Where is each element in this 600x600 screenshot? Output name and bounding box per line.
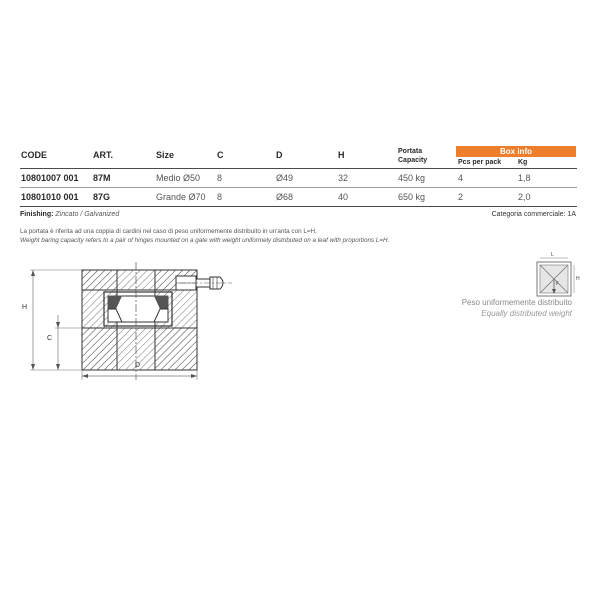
row1-c: 8 — [217, 173, 223, 183]
commercial-category: Categoria commerciale: 1A — [491, 211, 576, 218]
col-header-pcs-per-pack: Pcs per pack — [458, 159, 502, 166]
row1-kg: 1,8 — [518, 173, 531, 183]
note-italian: La portata è riferita ad una coppia di cardini nel caso di peso uniformemente distribuito in un'anta con L=H. — [20, 228, 317, 235]
row1-art: 87M — [93, 173, 111, 183]
finishing-value: Zincato / Galvanized — [55, 211, 120, 218]
note-english: Weight baring capacity refers to a pair of hinges mounted on a gate with weight uniformely distributed on a leaf with proportions L=H. — [20, 237, 390, 244]
dim-h-label: H — [22, 304, 28, 311]
load-label-l: L — [551, 252, 554, 258]
col-header-code: CODE — [21, 150, 48, 160]
load-label-h: H — [576, 276, 580, 282]
row2-h: 40 — [338, 192, 349, 202]
col-header-portata: Portata — [398, 148, 423, 155]
row1-d: Ø49 — [276, 173, 294, 183]
row1-capacity: 450 kg — [398, 173, 426, 183]
row2-code: 10801010 001 — [21, 192, 79, 202]
dim-c-label: C — [47, 335, 53, 342]
row2-size: Grande Ø70 — [156, 192, 206, 202]
load-caption-en: Equally distributed weight — [481, 309, 572, 318]
row1-size: Medio Ø50 — [156, 173, 201, 183]
load-label-f: F — [556, 281, 560, 287]
dim-d-label: D — [135, 362, 141, 369]
col-header-c: C — [217, 150, 224, 160]
row2-pcs: 2 — [458, 192, 464, 202]
row2-art: 87G — [93, 192, 111, 202]
col-header-size: Size — [156, 150, 175, 160]
col-header-capacity: Capacity — [398, 157, 428, 164]
row2-capacity: 650 kg — [398, 192, 426, 202]
row2-kg: 2,0 — [518, 192, 531, 202]
finishing-label: Finishing: — [20, 211, 54, 218]
row1-code: 10801007 001 — [21, 173, 79, 183]
col-header-kg: Kg — [518, 159, 528, 166]
row2-c: 8 — [217, 192, 223, 202]
row1-pcs: 4 — [458, 173, 464, 183]
load-caption-it: Peso uniformemente distribuito — [461, 298, 572, 307]
box-info-header: Box info — [456, 146, 576, 157]
col-header-d: D — [276, 150, 283, 160]
row1-h: 32 — [338, 173, 349, 183]
row2-d: Ø68 — [276, 192, 294, 202]
col-header-h: H — [338, 150, 345, 160]
col-header-art: ART. — [93, 150, 113, 160]
load-diagram — [537, 258, 574, 296]
